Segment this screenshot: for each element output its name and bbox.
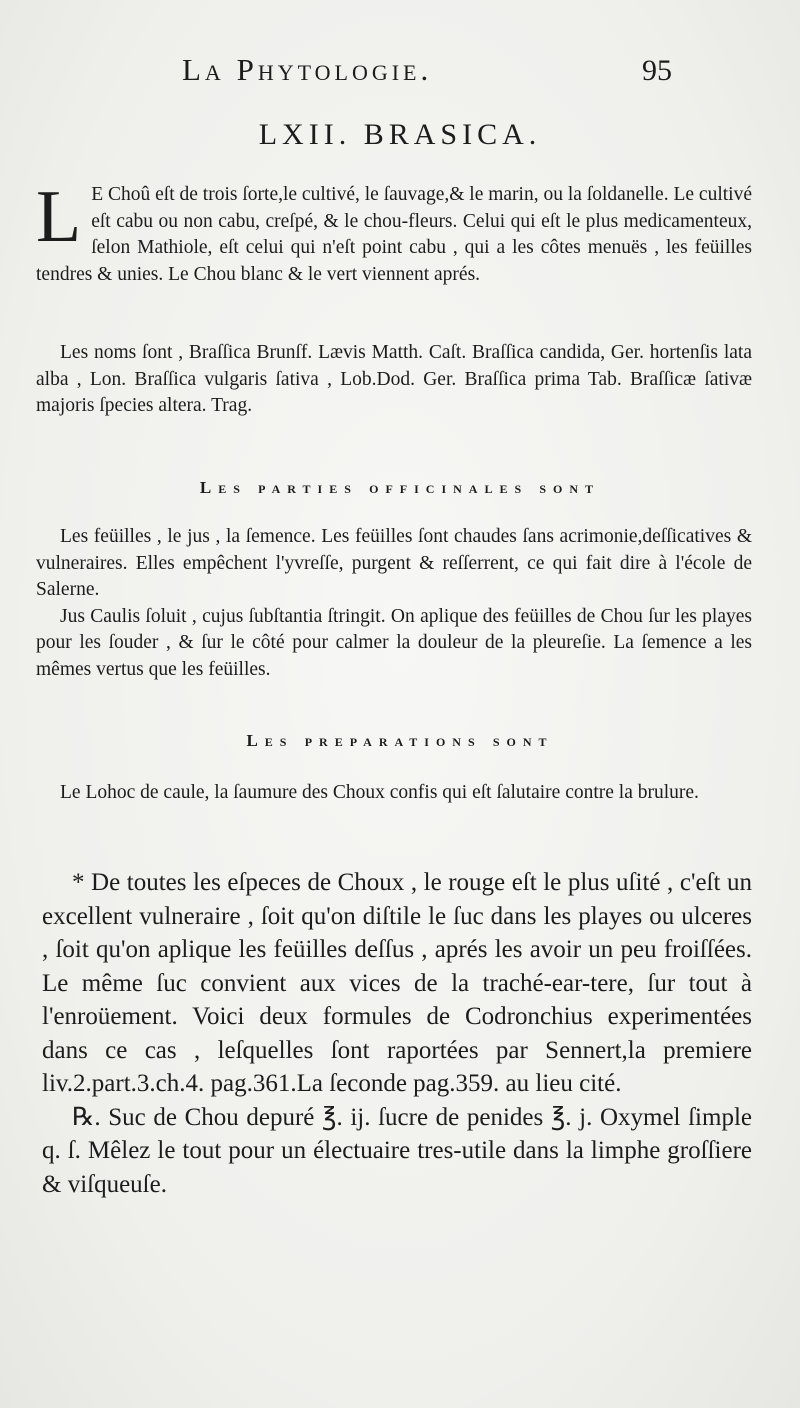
names-paragraph	[36, 340, 752, 420]
parts-paragraph-1: Les feüilles , le jus , la ſemence. Les feüilles ſont chaudes ſans acrimonie,deſſicatives & vulneraires. Elles empêchent l'yvreſſe, purgent & reſſerrent, ce qui fait dire à l'école de Salerne.	[36, 526, 752, 600]
chapter-title: LXII. BRASICA.	[258, 118, 542, 151]
note-text: * De toutes les eſpeces de Choux , le rouge eſt le plus uſité , c'eſt un excellent vulneraire , ſoit qu'on diſtile le ſuc dans les playes ou ulceres , ſoit qu'on aplique les feüilles deſſus , aprés les avoir un peu froiſſées. Le même ſuc convient aux vices de la traché-ear-tere, ſur tout à l'enroüement. Voici deux formules de Codronchius experimentées dans ce cas , leſquelles ſont raportées par Sennert,la premiere liv.2.part.3.ch.4. pag.361.La ſeconde pag.359. au lieu cité.	[42, 869, 752, 1097]
recipe-text: ℞. Suc de Chou depuré ℥. ij. ſucre de penides ℥. j. Oxymel ſimple q. ſ. Mêlez le tout pour un électuaire tres-utile dans la limphe groſſiere & viſqueuſe.	[42, 1103, 752, 1198]
preparations-section	[36, 780, 752, 807]
names-text: Les noms ſont , Braſſica Brunſf. Lævis Matth. Caſt. Braſſica candida, Ger. hortenſis lata alba , Lon. Braſſica vulgaris ſativa , Lob.Dod. Ger. Braſſica prima Tab. Braſſicæ ſativæ majoris ſpecies altera. Trag.	[36, 342, 752, 416]
intro-paragraph	[36, 176, 752, 288]
section-heading-parts: Les parties officinales sont	[199, 478, 601, 497]
intro-text: E Choû eſt de trois ſorte,le cultivé, le ſauvage,& le marin, ou la ſoldanelle. Le cultivé eſt cabu ou non cabu, creſpé, & le chou-fleurs. Celui qui eſt le plus medicamenteux, ſelon Mathiole, eſt celui qui n'eſt point cabu , qui a les côtes menuës , les feüilles tendres & unies. Le Chou blanc & le vert viennent aprés.	[36, 184, 752, 285]
section-heading-preparations: Les preparations sont	[246, 731, 554, 750]
parts-paragraph-2: Jus Caulis ſoluit , cujus ſubſtantia ſtringit. On aplique des feüilles de Chou ſur les playes pour les ſouder , & ſur le côté pour calmer la douleur de la pleureſie. La ſemence a les mêmes vertus que les feüilles.	[36, 605, 752, 680]
annotation-note	[42, 866, 752, 1201]
drop-cap: L	[36, 176, 82, 258]
preparations-text: Le Lohoc de caule, la ſaumure des Choux confis qui eſt ſalutaire contre la brulure.	[60, 782, 699, 803]
running-title: La Phytologie.	[182, 52, 433, 87]
running-head	[0, 52, 800, 92]
parts-section	[36, 524, 752, 683]
page-number: 95	[642, 54, 672, 87]
